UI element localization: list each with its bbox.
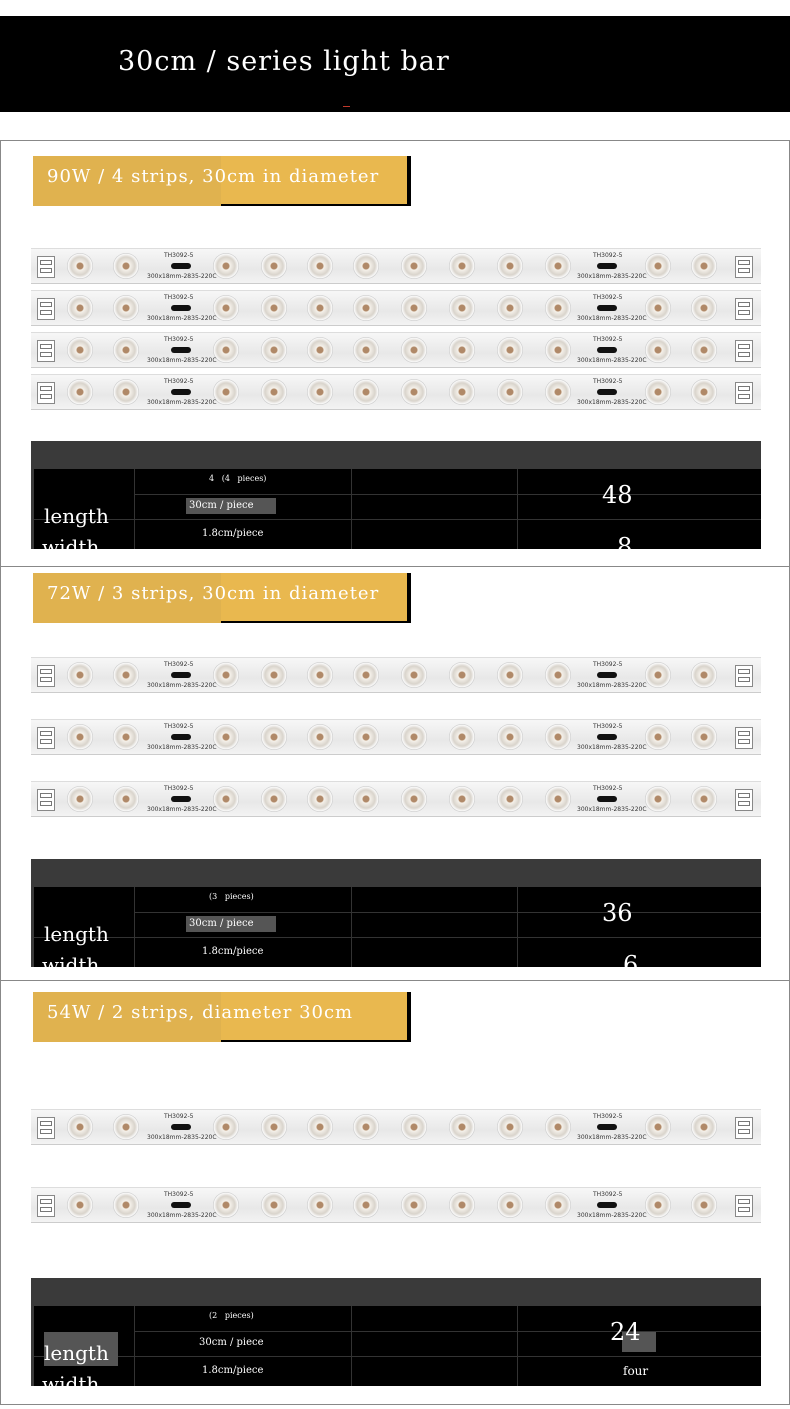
led-icon bbox=[353, 724, 379, 750]
led-icon bbox=[353, 662, 379, 688]
led-icon bbox=[449, 253, 475, 279]
width-label: width bbox=[42, 953, 100, 977]
led-icon bbox=[401, 295, 427, 321]
spec-table bbox=[31, 441, 761, 561]
connector-icon bbox=[37, 665, 55, 687]
led-icon bbox=[213, 379, 239, 405]
length-value: 30cm / piece bbox=[189, 918, 254, 929]
led-icon bbox=[401, 1192, 427, 1218]
led-icon bbox=[449, 1114, 475, 1140]
led-icon bbox=[497, 662, 523, 688]
table-head-text: 4 (4 pieces) bbox=[209, 474, 267, 483]
connector-icon bbox=[37, 789, 55, 811]
led-icon bbox=[213, 1192, 239, 1218]
connector-icon bbox=[735, 1117, 753, 1139]
spec-table bbox=[31, 859, 761, 979]
pcb-model-label: TH3092-5 bbox=[164, 723, 194, 730]
pcb-spec-label: 300x18mm-2835-220C bbox=[577, 357, 647, 364]
led-icon bbox=[67, 253, 93, 279]
section-tag bbox=[33, 156, 411, 206]
led-icon bbox=[691, 1192, 717, 1218]
chip-icon bbox=[171, 734, 191, 740]
led-icon bbox=[307, 724, 333, 750]
led-icon bbox=[307, 295, 333, 321]
section-tag-label: 90W / 4 strips, 30cm in diameter bbox=[47, 166, 380, 187]
led-icon bbox=[691, 337, 717, 363]
chip-icon bbox=[171, 389, 191, 395]
led-icon bbox=[261, 295, 287, 321]
led-strip bbox=[31, 332, 761, 368]
table-head-text: (2 pieces) bbox=[209, 1311, 254, 1320]
led-icon bbox=[691, 1114, 717, 1140]
header-accent bbox=[343, 106, 350, 107]
led-icon bbox=[401, 253, 427, 279]
chip-icon bbox=[597, 1202, 617, 1208]
pcb-spec-label: 300x18mm-2835-220C bbox=[577, 1134, 647, 1141]
led-icon bbox=[645, 786, 671, 812]
led-icon bbox=[261, 253, 287, 279]
led-icon bbox=[213, 662, 239, 688]
pcb-spec-label: 300x18mm-2835-220C bbox=[147, 315, 217, 322]
led-icon bbox=[449, 1192, 475, 1218]
led-icon bbox=[307, 662, 333, 688]
led-icon bbox=[261, 724, 287, 750]
led-icon bbox=[307, 379, 333, 405]
led-icon bbox=[401, 786, 427, 812]
spec-table bbox=[31, 1278, 761, 1396]
led-icon bbox=[449, 724, 475, 750]
pcb-model-label: TH3092-5 bbox=[164, 661, 194, 668]
pcb-model-label: TH3092-5 bbox=[164, 252, 194, 259]
led-icon bbox=[497, 1192, 523, 1218]
led-icon bbox=[645, 1114, 671, 1140]
led-icon bbox=[113, 662, 139, 688]
led-icon bbox=[449, 786, 475, 812]
led-icon bbox=[545, 1192, 571, 1218]
pcb-spec-label: 300x18mm-2835-220C bbox=[577, 399, 647, 406]
led-icon bbox=[113, 253, 139, 279]
count-bottom: four bbox=[623, 1364, 649, 1378]
led-icon bbox=[261, 379, 287, 405]
length-label: length bbox=[44, 504, 109, 528]
page-header bbox=[0, 16, 790, 112]
led-icon bbox=[213, 295, 239, 321]
connector-icon bbox=[735, 1195, 753, 1217]
led-icon bbox=[307, 337, 333, 363]
connector-icon bbox=[735, 789, 753, 811]
led-icon bbox=[645, 1192, 671, 1218]
chip-icon bbox=[171, 672, 191, 678]
led-icon bbox=[691, 662, 717, 688]
led-icon bbox=[497, 295, 523, 321]
led-icon bbox=[497, 724, 523, 750]
led-icon bbox=[261, 337, 287, 363]
led-strip bbox=[31, 1109, 761, 1145]
led-strip bbox=[31, 248, 761, 284]
led-icon bbox=[353, 1192, 379, 1218]
section-72w bbox=[0, 566, 790, 981]
length-value: 30cm / piece bbox=[199, 1337, 264, 1348]
chip-icon bbox=[171, 796, 191, 802]
pcb-spec-label: 300x18mm-2835-220C bbox=[577, 315, 647, 322]
pcb-model-label: TH3092-5 bbox=[593, 336, 623, 343]
led-icon bbox=[67, 662, 93, 688]
led-icon bbox=[401, 662, 427, 688]
led-icon bbox=[545, 724, 571, 750]
length-value: 30cm / piece bbox=[189, 500, 254, 511]
led-icon bbox=[307, 1192, 333, 1218]
led-icon bbox=[353, 337, 379, 363]
width-label: width bbox=[42, 535, 100, 559]
connector-icon bbox=[37, 1195, 55, 1217]
led-icon bbox=[401, 724, 427, 750]
led-icon bbox=[691, 724, 717, 750]
pcb-spec-label: 300x18mm-2835-220C bbox=[147, 744, 217, 751]
section-tag bbox=[33, 573, 411, 623]
length-label: length bbox=[44, 922, 109, 946]
chip-icon bbox=[171, 347, 191, 353]
pcb-model-label: TH3092-5 bbox=[593, 378, 623, 385]
led-icon bbox=[353, 379, 379, 405]
led-icon bbox=[213, 724, 239, 750]
led-strip bbox=[31, 374, 761, 410]
count-top: 24 bbox=[610, 1318, 641, 1346]
led-icon bbox=[645, 662, 671, 688]
pcb-model-label: TH3092-5 bbox=[593, 661, 623, 668]
section-tag-label: 54W / 2 strips, diameter 30cm bbox=[47, 1002, 354, 1023]
led-strip bbox=[31, 781, 761, 817]
pcb-model-label: TH3092-5 bbox=[593, 1113, 623, 1120]
led-icon bbox=[497, 337, 523, 363]
led-icon bbox=[307, 1114, 333, 1140]
led-icon bbox=[261, 1192, 287, 1218]
led-strip bbox=[31, 719, 761, 755]
led-icon bbox=[545, 295, 571, 321]
pcb-model-label: TH3092-5 bbox=[593, 294, 623, 301]
connector-icon bbox=[37, 1117, 55, 1139]
led-icon bbox=[353, 295, 379, 321]
led-icon bbox=[645, 337, 671, 363]
connector-icon bbox=[37, 340, 55, 362]
connector-icon bbox=[735, 256, 753, 278]
led-icon bbox=[401, 379, 427, 405]
led-icon bbox=[113, 295, 139, 321]
pcb-spec-label: 300x18mm-2835-220C bbox=[147, 399, 217, 406]
pcb-spec-label: 300x18mm-2835-220C bbox=[147, 1134, 217, 1141]
width-value: 1.8cm/piece bbox=[202, 1365, 264, 1376]
led-icon bbox=[67, 337, 93, 363]
led-icon bbox=[353, 253, 379, 279]
led-icon bbox=[307, 786, 333, 812]
pcb-model-label: TH3092-5 bbox=[593, 723, 623, 730]
pcb-spec-label: 300x18mm-2835-220C bbox=[577, 682, 647, 689]
pcb-model-label: TH3092-5 bbox=[164, 294, 194, 301]
led-icon bbox=[545, 379, 571, 405]
led-icon bbox=[113, 786, 139, 812]
led-icon bbox=[353, 786, 379, 812]
connector-icon bbox=[735, 298, 753, 320]
led-icon bbox=[67, 379, 93, 405]
led-strip bbox=[31, 657, 761, 693]
led-icon bbox=[691, 786, 717, 812]
width-label: width bbox=[42, 1372, 100, 1396]
led-icon bbox=[691, 379, 717, 405]
pcb-spec-label: 300x18mm-2835-220C bbox=[147, 682, 217, 689]
led-icon bbox=[449, 379, 475, 405]
led-icon bbox=[353, 1114, 379, 1140]
chip-icon bbox=[171, 1202, 191, 1208]
led-icon bbox=[261, 1114, 287, 1140]
count-top: 48 bbox=[602, 481, 633, 509]
connector-icon bbox=[37, 256, 55, 278]
pcb-model-label: TH3092-5 bbox=[593, 252, 623, 259]
spec-table-header bbox=[31, 1278, 761, 1306]
spec-table-body bbox=[34, 1306, 761, 1396]
section-90w bbox=[0, 140, 790, 567]
pcb-model-label: TH3092-5 bbox=[164, 1113, 194, 1120]
chip-icon bbox=[597, 1124, 617, 1130]
led-icon bbox=[401, 1114, 427, 1140]
pcb-spec-label: 300x18mm-2835-220C bbox=[147, 273, 217, 280]
spec-table-body bbox=[34, 887, 761, 979]
connector-icon bbox=[37, 298, 55, 320]
section-tag bbox=[33, 992, 411, 1042]
pcb-spec-label: 300x18mm-2835-220C bbox=[577, 744, 647, 751]
led-icon bbox=[307, 253, 333, 279]
led-icon bbox=[67, 724, 93, 750]
led-icon bbox=[113, 724, 139, 750]
page-title: 30cm / series light bar bbox=[118, 46, 450, 77]
led-icon bbox=[401, 337, 427, 363]
led-icon bbox=[213, 786, 239, 812]
led-icon bbox=[691, 253, 717, 279]
section-tag-label: 72W / 3 strips, 30cm in diameter bbox=[47, 583, 380, 604]
connector-icon bbox=[735, 382, 753, 404]
led-icon bbox=[449, 295, 475, 321]
count-bottom: 8 bbox=[617, 533, 633, 561]
led-icon bbox=[67, 295, 93, 321]
led-icon bbox=[113, 379, 139, 405]
pcb-spec-label: 300x18mm-2835-220C bbox=[577, 1212, 647, 1219]
chip-icon bbox=[597, 305, 617, 311]
chip-icon bbox=[171, 263, 191, 269]
led-icon bbox=[261, 786, 287, 812]
pcb-spec-label: 300x18mm-2835-220C bbox=[147, 357, 217, 364]
led-icon bbox=[497, 379, 523, 405]
pcb-model-label: TH3092-5 bbox=[164, 336, 194, 343]
length-label: length bbox=[44, 1341, 109, 1365]
led-icon bbox=[545, 253, 571, 279]
chip-icon bbox=[597, 389, 617, 395]
pcb-model-label: TH3092-5 bbox=[164, 785, 194, 792]
pcb-spec-label: 300x18mm-2835-220C bbox=[147, 1212, 217, 1219]
count-top: 36 bbox=[602, 899, 633, 927]
chip-icon bbox=[597, 347, 617, 353]
led-icon bbox=[497, 1114, 523, 1140]
connector-icon bbox=[735, 727, 753, 749]
section-54w bbox=[0, 980, 790, 1405]
led-icon bbox=[261, 662, 287, 688]
led-icon bbox=[67, 1114, 93, 1140]
spec-table-body bbox=[34, 469, 761, 561]
chip-icon bbox=[597, 672, 617, 678]
led-icon bbox=[113, 1192, 139, 1218]
connector-icon bbox=[37, 727, 55, 749]
led-icon bbox=[545, 337, 571, 363]
connector-icon bbox=[735, 340, 753, 362]
chip-icon bbox=[597, 734, 617, 740]
chip-icon bbox=[597, 796, 617, 802]
led-icon bbox=[213, 1114, 239, 1140]
pcb-model-label: TH3092-5 bbox=[164, 378, 194, 385]
width-value: 1.8cm/piece bbox=[202, 946, 264, 957]
chip-icon bbox=[171, 1124, 191, 1130]
led-icon bbox=[545, 662, 571, 688]
pcb-model-label: TH3092-5 bbox=[593, 1191, 623, 1198]
chip-icon bbox=[597, 263, 617, 269]
spec-table-header bbox=[31, 859, 761, 887]
led-icon bbox=[545, 1114, 571, 1140]
led-strip bbox=[31, 290, 761, 326]
table-head-text: (3 pieces) bbox=[209, 892, 254, 901]
pcb-spec-label: 300x18mm-2835-220C bbox=[577, 806, 647, 813]
led-icon bbox=[67, 1192, 93, 1218]
led-icon bbox=[645, 295, 671, 321]
count-bottom: 6 bbox=[623, 951, 639, 979]
led-icon bbox=[67, 786, 93, 812]
led-icon bbox=[545, 786, 571, 812]
chip-icon bbox=[171, 305, 191, 311]
led-icon bbox=[113, 337, 139, 363]
led-strip bbox=[31, 1187, 761, 1223]
led-icon bbox=[497, 786, 523, 812]
pcb-model-label: TH3092-5 bbox=[593, 785, 623, 792]
led-icon bbox=[645, 724, 671, 750]
spec-table-header bbox=[31, 441, 761, 469]
led-icon bbox=[449, 337, 475, 363]
led-icon bbox=[449, 662, 475, 688]
led-icon bbox=[213, 253, 239, 279]
pcb-spec-label: 300x18mm-2835-220C bbox=[147, 806, 217, 813]
led-icon bbox=[213, 337, 239, 363]
led-icon bbox=[645, 253, 671, 279]
led-icon bbox=[691, 295, 717, 321]
led-icon bbox=[113, 1114, 139, 1140]
led-icon bbox=[497, 253, 523, 279]
connector-icon bbox=[37, 382, 55, 404]
pcb-model-label: TH3092-5 bbox=[164, 1191, 194, 1198]
connector-icon bbox=[735, 665, 753, 687]
led-icon bbox=[645, 379, 671, 405]
pcb-spec-label: 300x18mm-2835-220C bbox=[577, 273, 647, 280]
width-value: 1.8cm/piece bbox=[202, 528, 264, 539]
